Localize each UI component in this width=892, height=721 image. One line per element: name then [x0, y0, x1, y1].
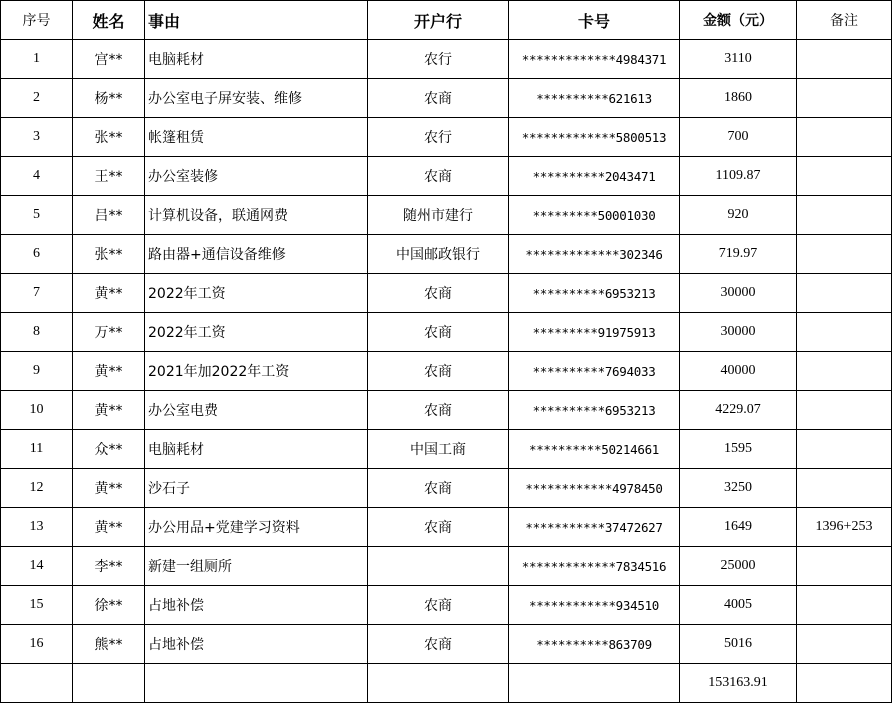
cell-index: 1 — [1, 40, 73, 79]
cell-bank — [368, 547, 509, 586]
cell-remark — [797, 625, 892, 664]
cell-index: 14 — [1, 547, 73, 586]
cell-card: **********863709 — [509, 625, 680, 664]
cell-amount: 3110 — [680, 40, 797, 79]
cell-name: 黄** — [73, 469, 145, 508]
cell-matter: 2022年工资 — [145, 274, 368, 313]
total-empty-cell — [1, 664, 73, 703]
header-remark: 备注 — [797, 1, 892, 40]
cell-card: **********50214661 — [509, 430, 680, 469]
cell-name: 王** — [73, 157, 145, 196]
header-row — [1, 1, 892, 40]
total-row — [1, 664, 892, 703]
table-row — [1, 196, 892, 235]
cell-remark — [797, 79, 892, 118]
cell-card: **********6953213 — [509, 391, 680, 430]
table-row — [1, 547, 892, 586]
cell-matter: 路由器+通信设备维修 — [145, 235, 368, 274]
cell-amount: 4229.07 — [680, 391, 797, 430]
cell-bank: 农商 — [368, 274, 509, 313]
cell-index: 16 — [1, 625, 73, 664]
cell-matter: 新建一组厕所 — [145, 547, 368, 586]
table-row — [1, 79, 892, 118]
cell-bank: 农商 — [368, 586, 509, 625]
cell-card: *************4984371 — [509, 40, 680, 79]
total-empty-cell — [368, 664, 509, 703]
cell-card: *********91975913 — [509, 313, 680, 352]
table-row — [1, 352, 892, 391]
cell-remark — [797, 469, 892, 508]
cell-index: 7 — [1, 274, 73, 313]
cell-amount: 1649 — [680, 508, 797, 547]
total-empty-cell — [797, 664, 892, 703]
cell-index: 11 — [1, 430, 73, 469]
cell-amount: 719.97 — [680, 235, 797, 274]
cell-matter: 计算机设备，联通网费 — [145, 196, 368, 235]
cell-amount: 3250 — [680, 469, 797, 508]
header-bank: 开户行 — [368, 1, 509, 40]
cell-bank: 农行 — [368, 40, 509, 79]
cell-card: *************5800513 — [509, 118, 680, 157]
header-name: 姓名 — [73, 1, 145, 40]
table-row — [1, 313, 892, 352]
cell-name: 黄** — [73, 508, 145, 547]
cell-index: 6 — [1, 235, 73, 274]
header-matter: 事由 — [145, 1, 368, 40]
cell-name: 万** — [73, 313, 145, 352]
total-empty-cell — [145, 664, 368, 703]
table-row — [1, 430, 892, 469]
cell-card: *************7834516 — [509, 547, 680, 586]
cell-card: **********2043471 — [509, 157, 680, 196]
table-row — [1, 274, 892, 313]
cell-index: 8 — [1, 313, 73, 352]
cell-index: 15 — [1, 586, 73, 625]
cell-matter: 办公用品+党建学习资料 — [145, 508, 368, 547]
cell-amount: 5016 — [680, 625, 797, 664]
table-row — [1, 469, 892, 508]
cell-name: 黄** — [73, 274, 145, 313]
table-row — [1, 157, 892, 196]
cell-amount: 700 — [680, 118, 797, 157]
cell-matter: 2021年加2022年工资 — [145, 352, 368, 391]
header-card: 卡号 — [509, 1, 680, 40]
cell-amount: 40000 — [680, 352, 797, 391]
cell-remark — [797, 235, 892, 274]
cell-matter: 办公室装修 — [145, 157, 368, 196]
cell-bank: 农商 — [368, 79, 509, 118]
cell-matter: 办公室电费 — [145, 391, 368, 430]
header-amount: 金额（元） — [680, 1, 797, 40]
cell-remark — [797, 352, 892, 391]
cell-index: 12 — [1, 469, 73, 508]
cell-card: ***********37472627 — [509, 508, 680, 547]
header-index: 序号 — [1, 1, 73, 40]
cell-amount: 1860 — [680, 79, 797, 118]
cell-remark: 1396+253 — [797, 508, 892, 547]
cell-card: **********7694033 — [509, 352, 680, 391]
cell-name: 张** — [73, 118, 145, 157]
cell-bank: 中国邮政银行 — [368, 235, 509, 274]
cell-remark — [797, 157, 892, 196]
cell-name: 李** — [73, 547, 145, 586]
cell-card: **********6953213 — [509, 274, 680, 313]
cell-index: 13 — [1, 508, 73, 547]
table-row — [1, 625, 892, 664]
cell-remark — [797, 274, 892, 313]
cell-name: 熊** — [73, 625, 145, 664]
cell-remark — [797, 118, 892, 157]
cell-name: 黄** — [73, 391, 145, 430]
cell-remark — [797, 547, 892, 586]
cell-name: 杨** — [73, 79, 145, 118]
cell-index: 4 — [1, 157, 73, 196]
cell-card: ************4978450 — [509, 469, 680, 508]
cell-matter: 帐篷租赁 — [145, 118, 368, 157]
cell-amount: 30000 — [680, 313, 797, 352]
cell-matter: 办公室电子屏安装、维修 — [145, 79, 368, 118]
cell-matter: 沙石子 — [145, 469, 368, 508]
cell-remark — [797, 430, 892, 469]
cell-card: *********50001030 — [509, 196, 680, 235]
cell-matter: 占地补偿 — [145, 625, 368, 664]
cell-amount: 1109.87 — [680, 157, 797, 196]
cell-bank: 农商 — [368, 352, 509, 391]
cell-amount: 30000 — [680, 274, 797, 313]
cell-remark — [797, 391, 892, 430]
cell-matter: 2022年工资 — [145, 313, 368, 352]
cell-name: 宫** — [73, 40, 145, 79]
table-row — [1, 118, 892, 157]
cell-bank: 中国工商 — [368, 430, 509, 469]
cell-index: 3 — [1, 118, 73, 157]
cell-index: 2 — [1, 79, 73, 118]
table-row — [1, 508, 892, 547]
cell-remark — [797, 196, 892, 235]
cell-bank: 农商 — [368, 157, 509, 196]
cell-matter: 占地补偿 — [145, 586, 368, 625]
cell-amount: 1595 — [680, 430, 797, 469]
cell-bank: 农行 — [368, 118, 509, 157]
cell-card: ************934510 — [509, 586, 680, 625]
cell-matter: 电脑耗材 — [145, 40, 368, 79]
cell-bank: 随州市建行 — [368, 196, 509, 235]
cell-name: 吕** — [73, 196, 145, 235]
cell-matter: 电脑耗材 — [145, 430, 368, 469]
cell-name: 黄** — [73, 352, 145, 391]
cell-bank: 农商 — [368, 313, 509, 352]
cell-bank: 农商 — [368, 625, 509, 664]
cell-name: 张** — [73, 235, 145, 274]
cell-card: *************302346 — [509, 235, 680, 274]
cell-name: 众** — [73, 430, 145, 469]
total-empty-cell — [73, 664, 145, 703]
cell-remark — [797, 313, 892, 352]
table-row — [1, 235, 892, 274]
cell-amount: 25000 — [680, 547, 797, 586]
cell-bank: 农商 — [368, 469, 509, 508]
cell-index: 5 — [1, 196, 73, 235]
cell-card: **********621613 — [509, 79, 680, 118]
table-row — [1, 586, 892, 625]
cell-bank: 农商 — [368, 508, 509, 547]
cell-name: 徐** — [73, 586, 145, 625]
table-row — [1, 391, 892, 430]
total-amount: 153163.91 — [680, 664, 797, 703]
cell-amount: 920 — [680, 196, 797, 235]
cell-index: 9 — [1, 352, 73, 391]
cell-amount: 4005 — [680, 586, 797, 625]
table-row — [1, 40, 892, 79]
cell-remark — [797, 586, 892, 625]
cell-index: 10 — [1, 391, 73, 430]
cell-remark — [797, 40, 892, 79]
total-empty-cell — [509, 664, 680, 703]
cell-bank: 农商 — [368, 391, 509, 430]
